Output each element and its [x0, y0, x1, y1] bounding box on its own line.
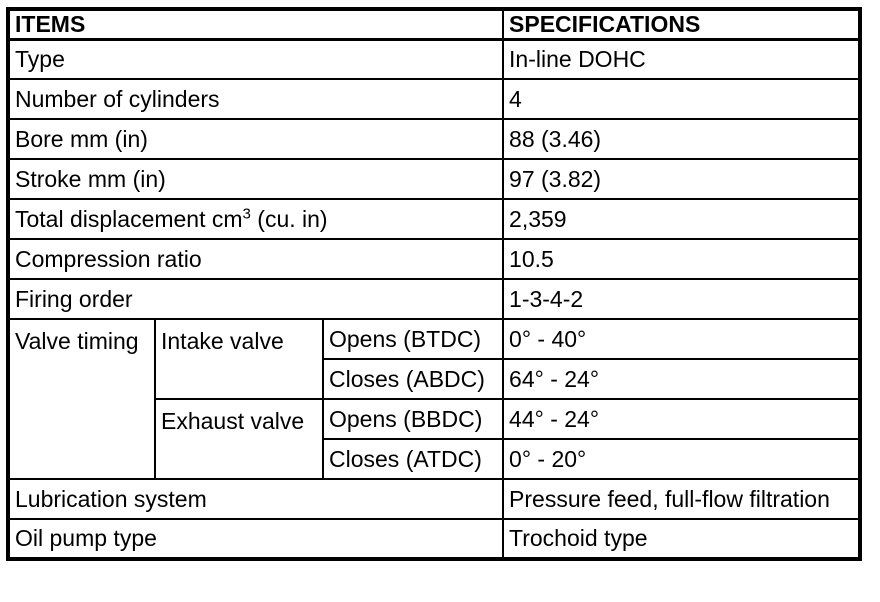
row-total-displacement	[8, 199, 860, 239]
engine-specifications-table	[6, 7, 862, 561]
row-type	[8, 39, 860, 79]
spec-cell: In-line DOHC	[503, 39, 860, 79]
row-valve-timing-intake-opens	[8, 319, 860, 359]
header-row	[8, 9, 860, 39]
specifications-column-header: SPECIFICATIONS	[503, 9, 860, 39]
items-column-header: ITEMS	[8, 9, 503, 39]
row-stroke	[8, 159, 860, 199]
row-bore	[8, 119, 860, 159]
event-cell: Closes (ATDC)	[323, 439, 503, 479]
spec-cell: 44° - 24°	[503, 399, 860, 439]
item-text: Total displacement cm	[15, 205, 243, 232]
intake-valve-label-cell: Intake valve	[155, 319, 323, 399]
event-cell: Closes (ABDC)	[323, 359, 503, 399]
item-cell: Stroke mm (in)	[8, 159, 503, 199]
item-cell: Number of cylinders	[8, 79, 503, 119]
item-cell: Compression ratio	[8, 239, 503, 279]
superscript-3: 3	[242, 205, 251, 223]
item-cell: Firing order	[8, 279, 503, 319]
row-oil-pump-type	[8, 519, 860, 559]
item-cell: Bore mm (in)	[8, 119, 503, 159]
spec-cell: 4	[503, 79, 860, 119]
spec-cell: 0° - 20°	[503, 439, 860, 479]
item-cell: Type	[8, 39, 503, 79]
item-cell: Oil pump type	[8, 519, 503, 559]
spec-cell: 2,359	[503, 199, 860, 239]
row-lubrication-system	[8, 479, 860, 519]
spec-cell: 88 (3.46)	[503, 119, 860, 159]
spec-cell: 1-3-4-2	[503, 279, 860, 319]
valve-timing-label-cell: Valve timing	[8, 319, 155, 479]
spec-cell: 97 (3.82)	[503, 159, 860, 199]
spec-cell: Trochoid type	[503, 519, 860, 559]
spec-cell: Pressure feed, full-flow filtration	[503, 479, 860, 519]
event-cell: Opens (BTDC)	[323, 319, 503, 359]
row-number-of-cylinders	[8, 79, 860, 119]
row-firing-order	[8, 279, 860, 319]
event-cell: Opens (BBDC)	[323, 399, 503, 439]
spec-cell: 0° - 40°	[503, 319, 860, 359]
item-cell	[8, 199, 503, 239]
exhaust-valve-label-cell: Exhaust valve	[155, 399, 323, 479]
item-text-suffix: (cu. in)	[250, 205, 328, 232]
spec-cell: 10.5	[503, 239, 860, 279]
row-compression-ratio	[8, 239, 860, 279]
spec-cell: 64° - 24°	[503, 359, 860, 399]
item-cell: Lubrication system	[8, 479, 503, 519]
